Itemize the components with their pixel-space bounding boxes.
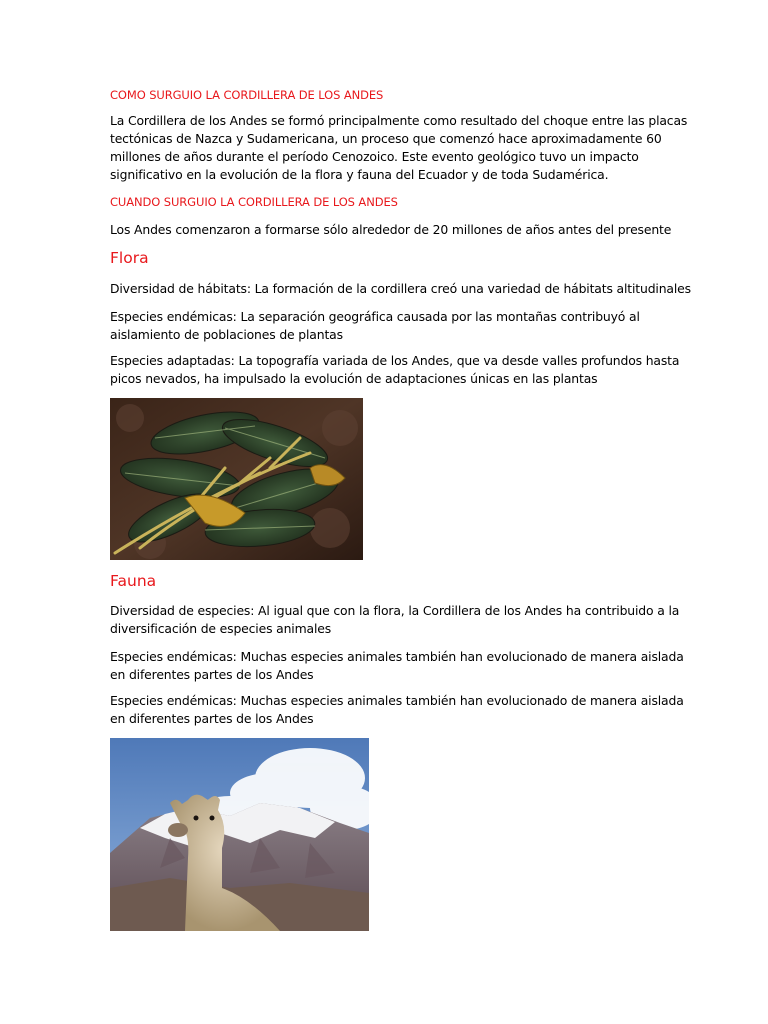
heading-cuando-surgio: CUANDO SURGUIO LA CORDILLERA DE LOS ANDES bbox=[110, 195, 398, 209]
fauna-endemicas-paragraph bbox=[110, 648, 684, 684]
paragraph-line: Los Andes comenzaron a formarse sólo alrededor de 20 millones de años antes del presente bbox=[110, 222, 672, 237]
fauna-heading: Fauna bbox=[110, 572, 157, 590]
flora-habitats-paragraph bbox=[110, 280, 691, 298]
paragraph-line: millones de años durante el período Cenozoico. Este evento geológico tuvo un impacto bbox=[110, 149, 639, 164]
flora-plant-photo bbox=[110, 398, 363, 560]
intro-paragraph bbox=[110, 112, 688, 184]
paragraph-line: aislamiento de poblaciones de plantas bbox=[110, 327, 343, 342]
flora-adaptadas-paragraph bbox=[110, 352, 680, 388]
fauna-diversidad-paragraph bbox=[110, 602, 680, 638]
fauna-endemicas-paragraph-repeat bbox=[110, 692, 684, 728]
paragraph-line: Especies adaptadas: La topografía variada de los Andes, que va desde valles profundos hasta bbox=[110, 353, 680, 368]
paragraph-line: picos nevados, ha impulsado la evolución de adaptaciones únicas en las plantas bbox=[110, 371, 598, 386]
paragraph-line: Especies endémicas: Muchas especies animales también han evolucionado de manera aislada bbox=[110, 649, 684, 664]
flora-endemicas-paragraph bbox=[110, 308, 670, 344]
flora-heading: Flora bbox=[110, 249, 149, 267]
paragraph-line: Diversidad de especies: Al igual que con la flora, la Cordillera de los Andes ha contribuido a la bbox=[110, 603, 680, 618]
paragraph-line: significativo en la evolución de la flora y fauna del Ecuador y de toda Sudamérica. bbox=[110, 167, 609, 182]
paragraph-line: diversificación de especies animales bbox=[110, 621, 332, 636]
paragraph-line: La Cordillera de los Andes se formó principalmente como resultado del choque entre las placas bbox=[110, 113, 688, 128]
paragraph-line: en diferentes partes de los Andes bbox=[110, 667, 314, 682]
cuando-paragraph bbox=[110, 221, 670, 239]
heading-como-surgio: COMO SURGUIO LA CORDILLERA DE LOS ANDES bbox=[110, 88, 384, 102]
paragraph-line: tectónicas de Nazca y Sudamericana, un proceso que comenzó hace aproximadamente 60 bbox=[110, 131, 662, 146]
fauna-alpaca-photo bbox=[110, 738, 369, 931]
paragraph-line: Especies endémicas: La separación geográfica causada por las montañas contribuyó al bbox=[110, 309, 640, 324]
paragraph-line: Diversidad de hábitats: La formación de la cordillera creó una variedad de hábitats altitudinales bbox=[110, 281, 691, 296]
paragraph-line: en diferentes partes de los Andes bbox=[110, 711, 314, 726]
paragraph-line: Especies endémicas: Muchas especies animales también han evolucionado de manera aislada bbox=[110, 693, 684, 708]
